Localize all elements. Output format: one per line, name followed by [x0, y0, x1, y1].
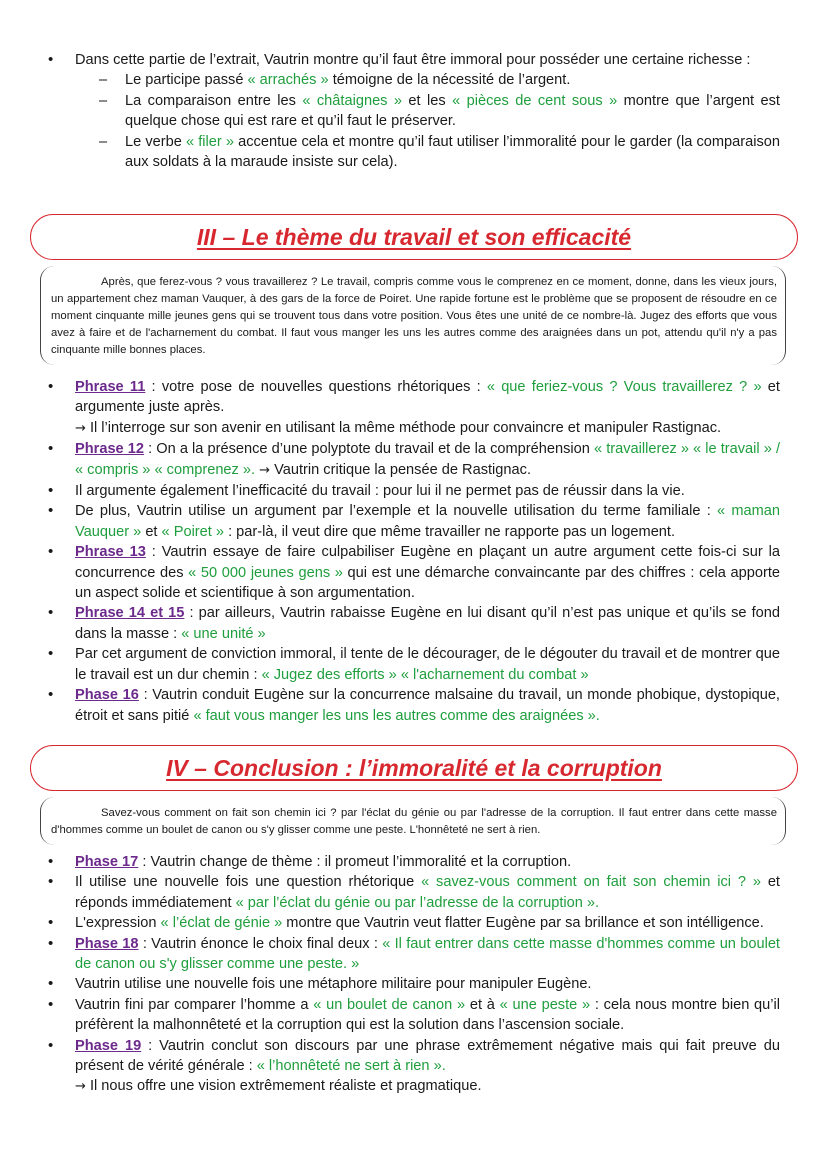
list-item: • Vautrin fini par comparer l’homme a « un boulet de canon » et à « une peste » : cela nous montre bien qu’il préfèrent la malhonnêteté et la corruption qui est la solution dans l’ascension sociale.: [0, 995, 828, 1036]
list-item-arrow: → Il l’interroge sur son avenir en utilisant la même méthode pour convaincre et manipuler Rastignac.: [75, 419, 722, 436]
sub-list-item: – La comparaison entre les « châtaignes » et les « pièces de cent sous » montre que l’argent est quelque chose qui est rare et qu’il faut le préserver.: [75, 91, 780, 132]
arrow-icon: →: [75, 420, 86, 436]
list-item: • Phrase 13 : Vautrin essaye de faire culpabiliser Eugène en plaçant un autre argument cette fois-ci sur la concurrence des « 50 000 jeunes gens » qui est une démarche convaincante par des chiffres : cela apporte un aspect solide et scientifique à son argumentation.: [0, 542, 828, 603]
sub-list-item: – Le participe passé « arrachés » témoigne de la nécessité de l’argent.: [75, 70, 780, 90]
list-item: • Il utilise une nouvelle fois une question rhétorique « savez-vous comment on fait son chemin ici ? » et réponds immédiatement « par l’éclat du génie ou par l’adresse de la corruption ».: [0, 872, 828, 913]
list-item: • De plus, Vautrin utilise un argument par l’exemple et la nouvelle utilisation du terme familiale : « maman Vauquer » et « Poiret » : par-là, il veut dire que même travailler ne rapporte pas un logement.: [0, 501, 828, 542]
section-intro-list: [0, 50, 828, 172]
list-item: • Dans cette partie de l’extrait, Vautrin montre qu’il faut être immoral pour posséder une certaine richesse : – Le participe passé « arrachés » témoigne de la nécessité de l’argent. – La comparaison entre les « châtaignes » et les « pièces de cent sous » montre que l’argent est quelque chose qui est rare et qu’il faut le préserver. – Le verbe « filer » accentue cela et montre qu’il faut utiliser l’immoralité pour le garder (la comparaison aux soldats à la maraude insiste sur cela).: [0, 50, 828, 172]
list-item: • Phase 19 : Vautrin conclut son discours par une phrase extrêmement négative mais qui fait preuve du présent de vérité générale : « l’honnêteté ne sert à rien ».: [0, 1036, 828, 1077]
arrow-icon: →: [75, 1079, 86, 1095]
list-item: • Phrase 14 et 15 : par ailleurs, Vautrin rabaisse Eugène en lui disant qu’il n’est pas unique et qu’ils se fond dans la masse : « une unité »: [0, 603, 828, 644]
section-4-list: [0, 852, 828, 1098]
list-item: • Phrase 11 : votre pose de nouvelles questions rhétoriques : « que feriez-vous ? Vous travaillerez ? » et argumente juste après.: [0, 377, 828, 418]
list-item: • Phrase 12 : On a la présence d’une polyptote du travail et de la compréhension « travaillerez » « le travail » / « compris » « comprenez ». → Vautrin critique la pensée de Rastignac.: [0, 439, 828, 481]
section-3-heading: III – Le thème du travail et son efficacité: [30, 214, 798, 260]
sub-list-item: – Le verbe « filer » accentue cela et montre qu’il faut utiliser l’immoralité pour le garder (la comparaison aux soldats à la maraude insiste sur cela).: [75, 132, 780, 173]
list-item: • Par cet argument de conviction immoral, il tente de le décourager, de le dégouter du travail et de montrer que le travail est un dur chemin : « Jugez des efforts » « l'acharnement du combat »: [0, 644, 828, 685]
list-item: • Phase 16 : Vautrin conduit Eugène sur la concurrence malsaine du travail, un monde phobique, dystopique, étroit et sans pitié « faut vous manger les uns les autres comme des araignées ».: [0, 685, 828, 726]
arrow-icon: →: [259, 462, 271, 478]
list-item-arrow: → Il nous offre une vision extrêmement réaliste et pragmatique.: [75, 1078, 482, 1095]
list-item: • L'expression « l’éclat de génie » montre que Vautrin veut flatter Eugène par sa brillance et son intélligence.: [0, 913, 828, 933]
section-4-heading: IV – Conclusion : l’immoralité et la corruption: [30, 745, 798, 791]
section-3-quote: Après, que ferez-vous ? vous travaillerez ? Le travail, compris comme vous le comprenez en ce moment, donne, dans les vieux jours, un appartement chez maman Vauquer, à des gars de la force de Poiret. Une rapide fortune est le problème que se proposent de résoudre en ce moment cinquante mille jeunes gens qui se trouvent tous dans votre position. Vous êtes une unité de ce nombre-là. Jugez des efforts que vous avez à faire et de l'acharnement du combat. Il faut vous manger les uns les autres comme des araignées dans un pot, attendu qu'il n'y a pas cinquante mille bonnes places.: [40, 266, 786, 365]
sub-list: [75, 70, 780, 172]
list-item: • Il argumente également l’inefficacité du travail : pour lui il ne permet pas de réussir dans la vie.: [0, 481, 828, 501]
list-item: • Vautrin utilise une nouvelle fois une métaphore militaire pour manipuler Eugène.: [0, 974, 828, 994]
list-item: • Phase 18 : Vautrin énonce le choix final deux : « Il faut entrer dans cette masse d'hommes comme un boulet de canon ou s'y glisser comme une peste. »: [0, 934, 828, 975]
section-4-quote: Savez-vous comment on fait son chemin ici ? par l'éclat du génie ou par l'adresse de la corruption. Il faut entrer dans cette masse d'hommes comme un boulet de canon ou s'y glisser comme une peste. L'honnêteté ne sert à rien.: [40, 797, 786, 845]
list-item: • Phase 17 : Vautrin change de thème : il promeut l’immoralité et la corruption.: [0, 852, 828, 872]
section-3-list: [0, 377, 828, 726]
